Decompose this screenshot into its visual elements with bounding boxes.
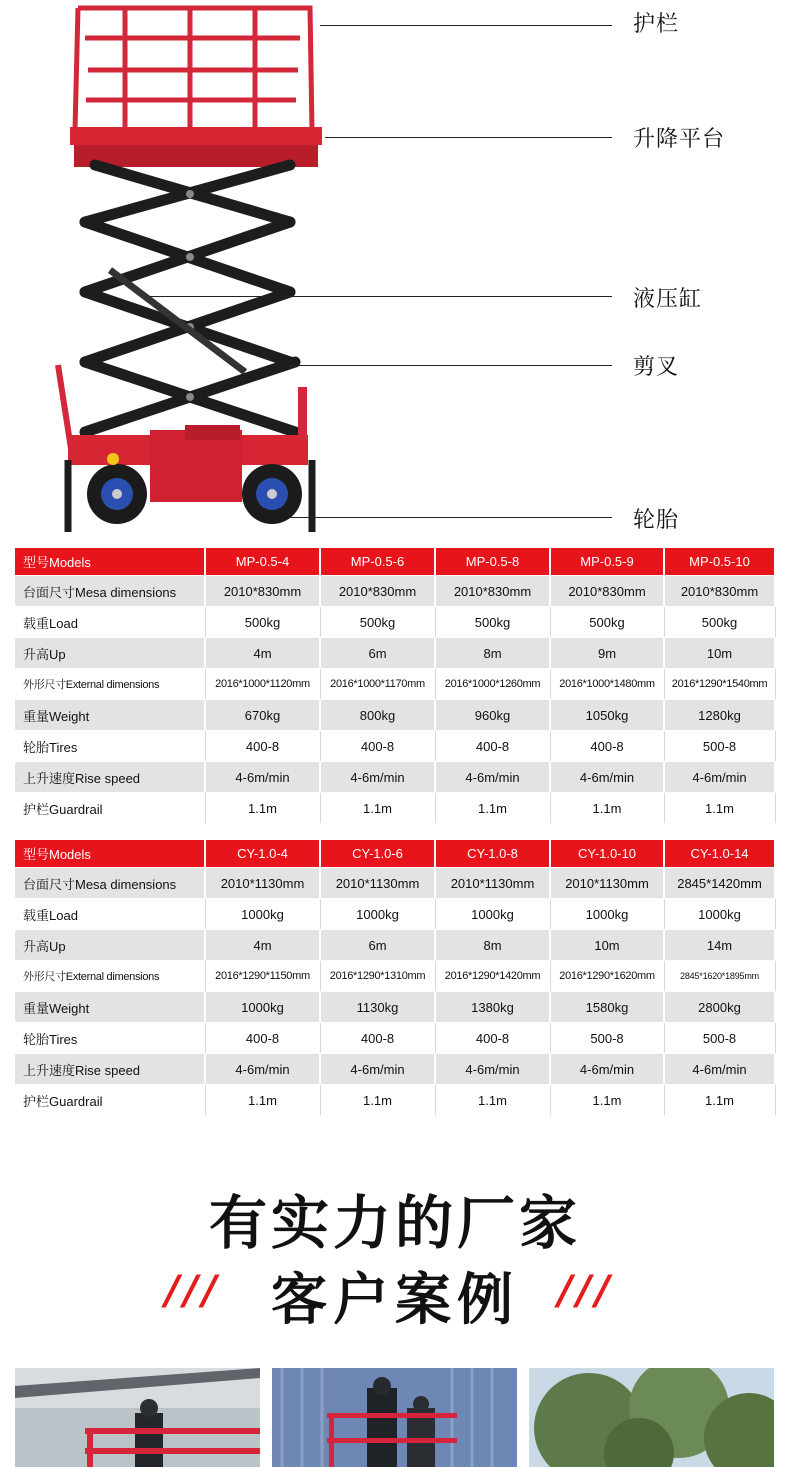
table-header-row bbox=[15, 840, 775, 868]
table-cell: 2016*1000*1480mm bbox=[550, 669, 664, 700]
table-cell: 1.1m bbox=[320, 1085, 435, 1116]
table-cell: 500kg bbox=[435, 607, 550, 638]
row-label: 护栏Guardrail bbox=[15, 793, 205, 824]
header-cell: MP-0.5-9 bbox=[550, 548, 664, 576]
label-scissor: 剪叉 bbox=[633, 355, 680, 380]
header-cell: MP-0.5-8 bbox=[435, 548, 550, 576]
table-cell: 2016*1000*1170mm bbox=[320, 669, 435, 700]
callout-line-platform bbox=[325, 137, 612, 138]
row-label: 轮胎Tires bbox=[15, 731, 205, 762]
table-row bbox=[15, 1054, 775, 1085]
table-cell: 500kg bbox=[550, 607, 664, 638]
table-cell: 400-8 bbox=[205, 1023, 320, 1054]
table-row bbox=[15, 992, 775, 1023]
table-row bbox=[15, 930, 775, 961]
table-cell: 4-6m/min bbox=[320, 762, 435, 793]
table-cell: 4-6m/min bbox=[205, 762, 320, 793]
row-label: 重量Weight bbox=[15, 992, 205, 1023]
header-cell: CY-1.0-14 bbox=[664, 840, 775, 868]
table-cell: 6m bbox=[320, 930, 435, 961]
header-cell: CY-1.0-6 bbox=[320, 840, 435, 868]
table-cell: 500kg bbox=[320, 607, 435, 638]
table-row bbox=[15, 731, 775, 762]
table-cell: 960kg bbox=[435, 700, 550, 731]
table-cell: 1.1m bbox=[320, 793, 435, 824]
row-label: 载重Load bbox=[15, 899, 205, 930]
table-cell: 2845*1420mm bbox=[664, 868, 775, 899]
header-cell: CY-1.0-10 bbox=[550, 840, 664, 868]
table-cell: 1.1m bbox=[664, 1085, 775, 1116]
table-cell: 2016*1290*1420mm bbox=[435, 961, 550, 992]
table-cell: 4m bbox=[205, 930, 320, 961]
table-cell: 2016*1290*1310mm bbox=[320, 961, 435, 992]
table-cell: 14m bbox=[664, 930, 775, 961]
row-label: 上升速度Rise speed bbox=[15, 1054, 205, 1085]
table-row bbox=[15, 1085, 775, 1116]
table-cell: 2016*1000*1260mm bbox=[435, 669, 550, 700]
header-cell: 型号Models bbox=[15, 548, 205, 576]
case-photo-2 bbox=[272, 1368, 517, 1467]
table-cell: 1.1m bbox=[550, 793, 664, 824]
spec-table-mp bbox=[15, 548, 776, 824]
table-row bbox=[15, 762, 775, 793]
callout-line-guardrail bbox=[320, 25, 612, 26]
case-photo-3 bbox=[529, 1368, 774, 1467]
header-cell: CY-1.0-8 bbox=[435, 840, 550, 868]
header-cell: MP-0.5-4 bbox=[205, 548, 320, 576]
label-cylinder: 液压缸 bbox=[633, 287, 703, 312]
table-cell: 1.1m bbox=[550, 1085, 664, 1116]
product-diagram bbox=[0, 0, 790, 545]
row-label: 外形尺寸External dimensions bbox=[15, 961, 205, 992]
table-cell: 1.1m bbox=[664, 793, 775, 824]
table-cell: 500-8 bbox=[664, 731, 775, 762]
table-cell: 2010*830mm bbox=[435, 576, 550, 607]
table-cell: 4-6m/min bbox=[664, 1054, 775, 1085]
table-cell: 2010*1130mm bbox=[550, 868, 664, 899]
table-cell: 4-6m/min bbox=[550, 762, 664, 793]
row-label: 台面尺寸Mesa dimensions bbox=[15, 576, 205, 607]
table-cell: 2845*1620*1895mm bbox=[664, 961, 775, 992]
table-cell: 10m bbox=[550, 930, 664, 961]
header-cell: MP-0.5-6 bbox=[320, 548, 435, 576]
table-cell: 4-6m/min bbox=[664, 762, 775, 793]
table-cell: 2016*1290*1620mm bbox=[550, 961, 664, 992]
table-row bbox=[15, 961, 775, 992]
table-cell: 8m bbox=[435, 638, 550, 669]
table-cell: 400-8 bbox=[435, 731, 550, 762]
table-cell: 1380kg bbox=[435, 992, 550, 1023]
table-cell: 2010*830mm bbox=[664, 576, 775, 607]
table-cell: 1050kg bbox=[550, 700, 664, 731]
header-cell: 型号Models bbox=[15, 840, 205, 868]
table-row bbox=[15, 669, 775, 700]
table-cell: 4-6m/min bbox=[435, 1054, 550, 1085]
table-cell: 2010*1130mm bbox=[320, 868, 435, 899]
table-cell: 4-6m/min bbox=[435, 762, 550, 793]
table-row bbox=[15, 793, 775, 824]
label-guardrail: 护栏 bbox=[633, 12, 680, 37]
row-label: 台面尺寸Mesa dimensions bbox=[15, 868, 205, 899]
table-cell: 500kg bbox=[664, 607, 775, 638]
row-label: 载重Load bbox=[15, 607, 205, 638]
table-cell: 1.1m bbox=[435, 1085, 550, 1116]
case-photo-1 bbox=[15, 1368, 260, 1467]
row-label: 护栏Guardrail bbox=[15, 1085, 205, 1116]
row-label: 外形尺寸External dimensions bbox=[15, 669, 205, 700]
callout-line-tire bbox=[290, 517, 612, 518]
table-row bbox=[15, 868, 775, 899]
table-cell: 1000kg bbox=[205, 899, 320, 930]
table-cell: 9m bbox=[550, 638, 664, 669]
label-platform: 升降平台 bbox=[633, 127, 726, 152]
table-cell: 500-8 bbox=[664, 1023, 775, 1054]
table-cell: 4-6m/min bbox=[320, 1054, 435, 1085]
table-cell: 800kg bbox=[320, 700, 435, 731]
table-cell: 6m bbox=[320, 638, 435, 669]
section-subtitle: 客户案例 bbox=[271, 1268, 519, 1333]
spec-table-cy bbox=[15, 840, 776, 1116]
table-cell: 1.1m bbox=[435, 793, 550, 824]
table-cell: 2010*830mm bbox=[550, 576, 664, 607]
slash-decoration-left: /// bbox=[165, 1268, 221, 1314]
table-header-row bbox=[15, 548, 775, 576]
table-cell: 1000kg bbox=[320, 899, 435, 930]
table-cell: 2016*1000*1120mm bbox=[205, 669, 320, 700]
row-label: 重量Weight bbox=[15, 700, 205, 731]
callout-line-scissor bbox=[270, 365, 612, 366]
table-cell: 2016*1290*1150mm bbox=[205, 961, 320, 992]
table-cell: 1.1m bbox=[205, 793, 320, 824]
table-cell: 1130kg bbox=[320, 992, 435, 1023]
table-cell: 500kg bbox=[205, 607, 320, 638]
table-cell: 4-6m/min bbox=[550, 1054, 664, 1085]
table-cell: 1000kg bbox=[550, 899, 664, 930]
slash-decoration-right: /// bbox=[558, 1268, 614, 1314]
table-cell: 2800kg bbox=[664, 992, 775, 1023]
table-cell: 2010*830mm bbox=[205, 576, 320, 607]
table-cell: 8m bbox=[435, 930, 550, 961]
table-cell: 1000kg bbox=[664, 899, 775, 930]
table-cell: 1000kg bbox=[205, 992, 320, 1023]
table-cell: 400-8 bbox=[320, 731, 435, 762]
table-cell: 1000kg bbox=[435, 899, 550, 930]
row-label: 轮胎Tires bbox=[15, 1023, 205, 1054]
table-cell: 400-8 bbox=[205, 731, 320, 762]
table-cell: 2010*1130mm bbox=[205, 868, 320, 899]
table-row bbox=[15, 607, 775, 638]
table-row bbox=[15, 1023, 775, 1054]
table-cell: 4-6m/min bbox=[205, 1054, 320, 1085]
header-cell: MP-0.5-10 bbox=[664, 548, 775, 576]
table-row bbox=[15, 638, 775, 669]
row-label: 升高Up bbox=[15, 930, 205, 961]
table-row bbox=[15, 899, 775, 930]
table-cell: 400-8 bbox=[320, 1023, 435, 1054]
table-cell: 4m bbox=[205, 638, 320, 669]
table-cell: 670kg bbox=[205, 700, 320, 731]
table-cell: 1280kg bbox=[664, 700, 775, 731]
scissor-lift-illustration bbox=[0, 0, 790, 545]
table-cell: 10m bbox=[664, 638, 775, 669]
row-label: 上升速度Rise speed bbox=[15, 762, 205, 793]
row-label: 升高Up bbox=[15, 638, 205, 669]
table-cell: 2010*1130mm bbox=[435, 868, 550, 899]
table-cell: 1.1m bbox=[205, 1085, 320, 1116]
header-cell: CY-1.0-4 bbox=[205, 840, 320, 868]
label-tire: 轮胎 bbox=[633, 508, 680, 533]
table-cell: 1580kg bbox=[550, 992, 664, 1023]
table-cell: 400-8 bbox=[435, 1023, 550, 1054]
table-cell: 2010*830mm bbox=[320, 576, 435, 607]
callout-line-cylinder bbox=[150, 296, 612, 297]
table-cell: 2016*1290*1540mm bbox=[664, 669, 775, 700]
section-title: 有实力的厂家 bbox=[208, 1189, 581, 1257]
table-cell: 400-8 bbox=[550, 731, 664, 762]
table-row bbox=[15, 700, 775, 731]
table-cell: 500-8 bbox=[550, 1023, 664, 1054]
table-row bbox=[15, 576, 775, 607]
